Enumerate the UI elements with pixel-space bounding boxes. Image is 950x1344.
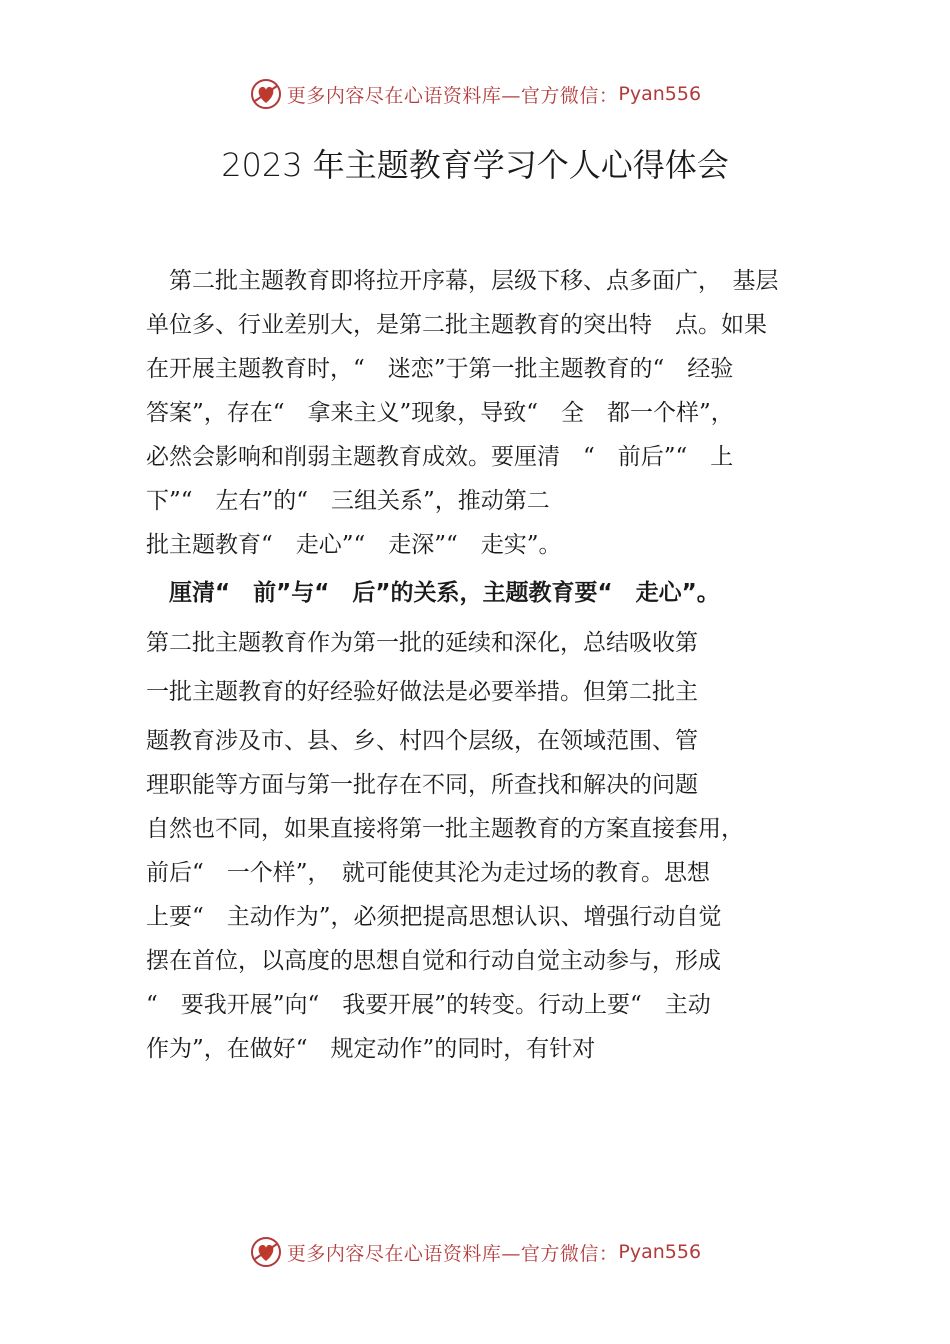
- body-line: 第二批主题教育作为第一批的延续和深化，总结吸收第: [146, 630, 698, 656]
- body-line: 一批主题教育的好经验好做法是必要举措。但第二批主: [146, 679, 698, 705]
- document-title: 2023 年主题教育学习个人心得体会: [221, 146, 729, 184]
- section-heading: 厘清“ 前”与“ 后”的关系，主题教育要“ 走心”。: [146, 580, 720, 606]
- banner-wechat-id: Pyan556: [618, 83, 702, 105]
- body-line: 必然会影响和削弱主题教育成效。要厘清 “ 前后”“ 上: [146, 444, 734, 470]
- body-line: 下”“ 左右”的“ 三组关系”，推动第二: [146, 488, 550, 514]
- body-line: 理职能等方面与第一批存在不同，所查找和解决的问题: [146, 772, 698, 798]
- body-line: 第二批主题教育即将拉开序幕，层级下移、点多面广， 基层: [146, 268, 779, 294]
- body-line: 作为”，在做好“ 规定动作”的同时，有针对: [146, 1036, 596, 1062]
- heart-logo-icon: [249, 77, 283, 111]
- body-line: 摆在首位，以高度的思想自觉和行动自觉主动参与，形成: [146, 948, 721, 974]
- banner-text: 更多内容尽在心语资料库—官方微信：: [286, 1242, 619, 1265]
- body-line: 题教育涉及市、县、乡、村四个层级，在领域范围、管: [146, 728, 698, 754]
- body-line: 自然也不同，如果直接将第一批主题教育的方案直接套用，: [146, 816, 744, 842]
- banner-wechat-id: Pyan556: [618, 1241, 702, 1263]
- watermark-banner-bottom: [0, 1232, 950, 1272]
- body-line: 上要“ 主动作为”，必须把提高思想认识、增强行动自觉: [146, 904, 722, 930]
- body-line: 批主题教育“ 走心”“ 走深”“ 走实”。: [146, 532, 562, 558]
- body-line: 在开展主题教育时，“ 迷恋”于第一批主题教育的“ 经验: [146, 356, 734, 382]
- watermark-banner-top: [0, 74, 950, 114]
- banner-text: 更多内容尽在心语资料库—官方微信：: [286, 84, 619, 107]
- body-line: 单位多、行业差别大，是第二批主题教育的突出特 点。如果: [146, 312, 767, 338]
- body-line: 前后“ 一个样”， 就可能使其沦为走过场的教育。思想: [146, 860, 711, 886]
- body-line: “ 要我开展”向“ 我要开展”的转变。行动上要“ 主动: [146, 992, 711, 1018]
- body-line: 答案”，存在“ 拿来主义”现象，导致“ 全 都一个样”，: [146, 400, 734, 426]
- heart-logo-icon: [249, 1235, 283, 1269]
